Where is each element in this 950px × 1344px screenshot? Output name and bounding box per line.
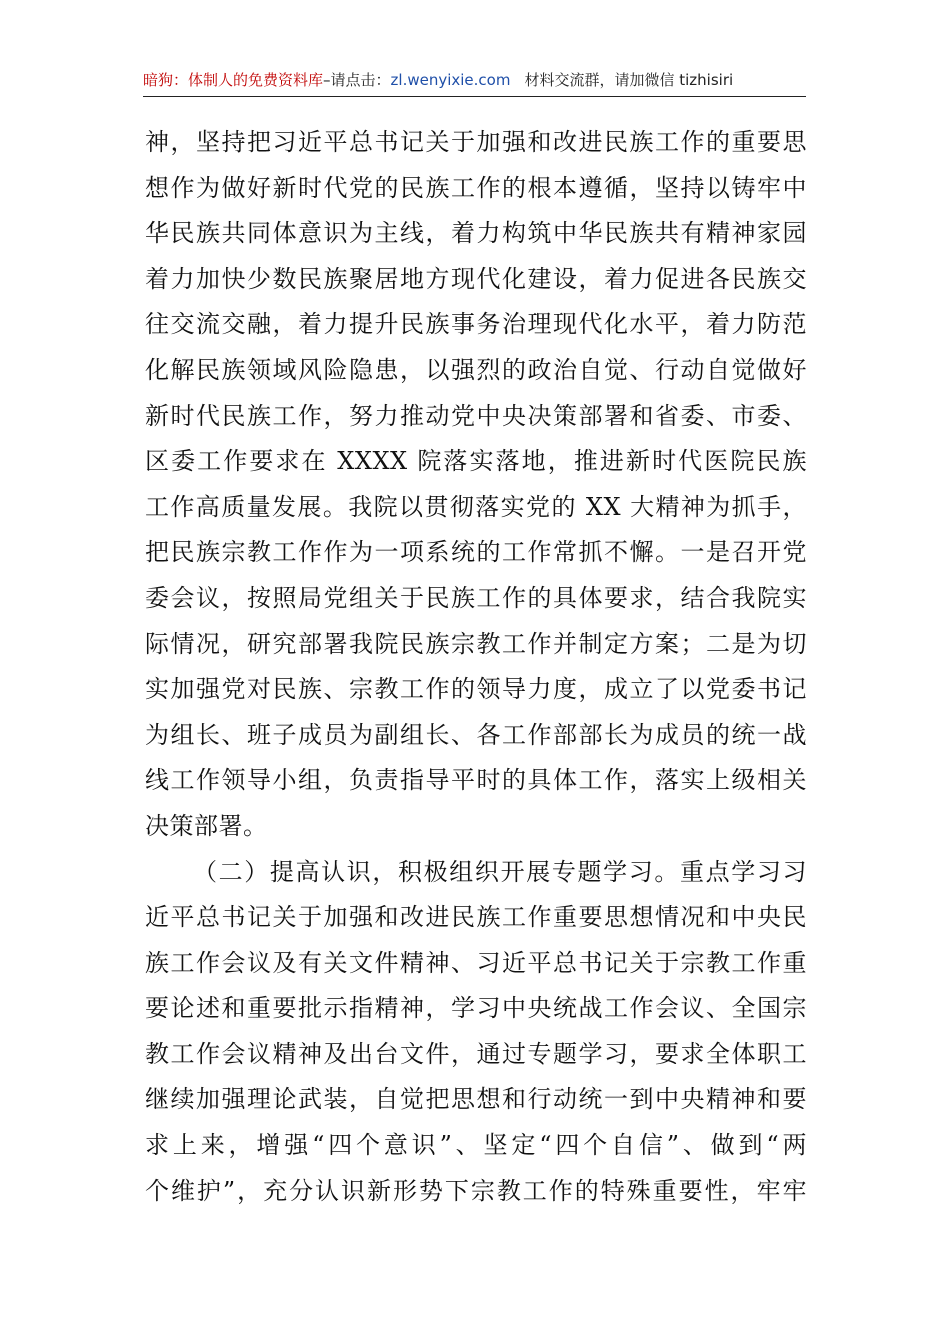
body-line: 想作为做好新时代党的民族工作的根本遵循，坚持以铸牢中 xyxy=(145,173,807,202)
body-line: 为组长、班子成员为副组长、各工作部部长为成员的统一战 xyxy=(145,720,807,749)
body-line: 族工作会议及有关文件精神、习近平总书记关于宗教工作重 xyxy=(145,948,807,977)
body-line: 工作高质量发展。我院以贯彻落实党的 XX 大精神为抓手， xyxy=(145,492,807,521)
document-body xyxy=(145,120,807,1214)
body-line: 近平总书记关于加强和改进民族工作重要思想情况和中央民 xyxy=(145,903,807,932)
body-line: 线工作领导小组，负责指导平时的具体工作，落实上级相关 xyxy=(145,766,807,795)
body-line: 求上来，增强“四个意识”、坚定“四个自信”、做到“两 xyxy=(145,1131,807,1160)
header-brand: 暗狗：体制人的免费资料库 xyxy=(143,71,324,89)
body-line: 华民族共同体意识为主线，着力构筑中华民族共有精神家园 xyxy=(145,219,807,248)
page-header xyxy=(143,66,806,97)
body-line: 神，坚持把习近平总书记关于加强和改进民族工作的重要思 xyxy=(145,128,807,156)
body-line: 化解民族领域风险隐患，以强烈的政治自觉、行动自觉做好 xyxy=(145,355,807,384)
header-click-prompt: –请点击： xyxy=(323,71,391,89)
body-line: 委会议，按照局党组关于民族工作的具体要求，结合我院实 xyxy=(145,583,807,612)
body-line: 着力加快少数民族聚居地方现代化建设，着力促进各民族交 xyxy=(145,264,807,293)
section-heading-line: （二）提高认识，积极组织开展专题学习。重点学习习 xyxy=(193,857,807,886)
body-line: 区委工作要求在 XXXX 院落实落地，推进新时代医院民族 xyxy=(145,447,807,476)
body-line: 新时代民族工作，努力推动党中央决策部署和省委、市委、 xyxy=(145,401,807,430)
body-line: 要论述和重要批示指精神，学习中央统战工作会议、全国宗 xyxy=(145,994,807,1023)
body-line: 教工作会议精神及出台文件，通过专题学习，要求全体职工 xyxy=(145,1039,807,1068)
body-line: 实加强党对民族、宗教工作的领导力度，成立了以党委书记 xyxy=(145,675,807,704)
body-line: 个维护”，充分认识新形势下宗教工作的特殊重要性，牢牢 xyxy=(145,1176,807,1205)
header-wechat-note: 材料交流群，请加微信 tizhisiri xyxy=(524,71,734,89)
body-line: 继续加强理论武装，自觉把思想和行动统一到中央精神和要 xyxy=(145,1085,807,1114)
body-line: 际情况，研究部署我院民族宗教工作并制定方案；二是为切 xyxy=(145,629,807,658)
header-url-link[interactable]: zl.wenyixie.com xyxy=(390,71,511,89)
body-line: 往交流交融，着力提升民族事务治理现代化水平，着力防范 xyxy=(145,310,807,339)
body-line: 决策部署。 xyxy=(145,811,268,840)
body-line: 把民族宗教工作作为一项系统的工作常抓不懈。一是召开党 xyxy=(145,538,807,567)
